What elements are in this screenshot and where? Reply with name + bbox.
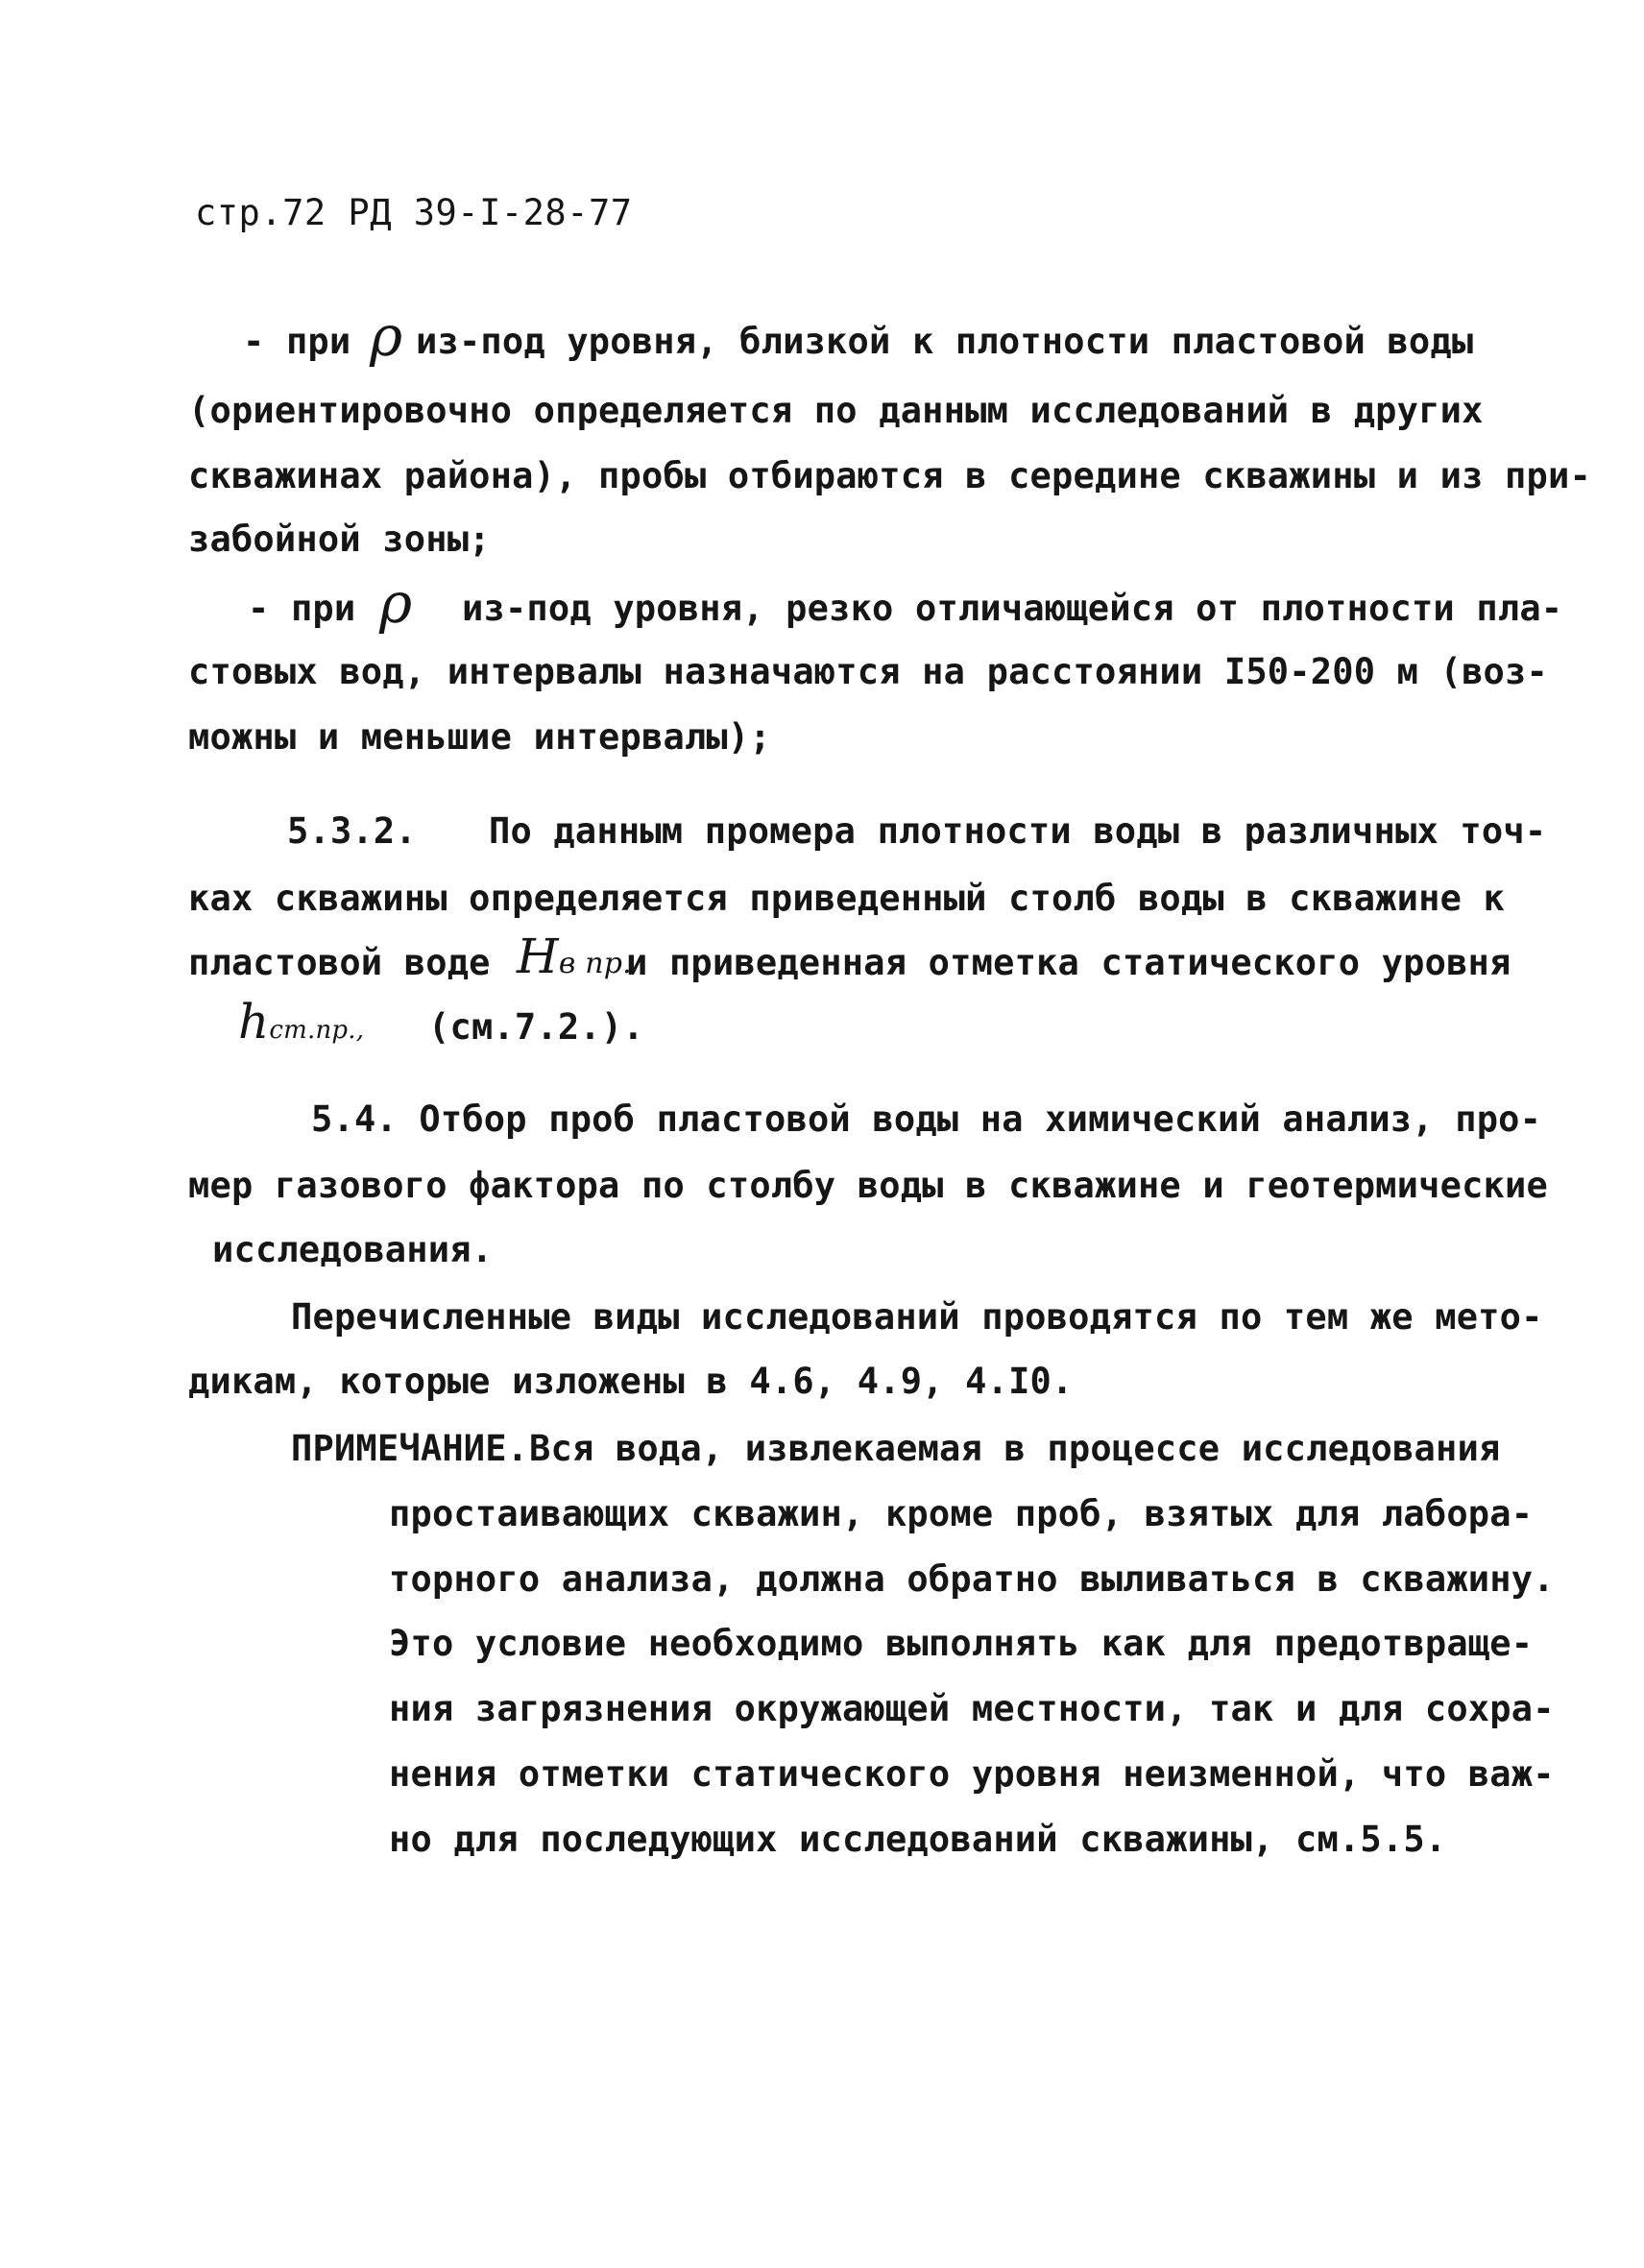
text-line: 5.4. Отбор проб пластовой воды на химический анализ, про- [311,1098,1542,1140]
text-line: но для последующих исследований скважины, см.5.5. [389,1819,1447,1860]
text-line: дикам, которые изложены в 4.6, 4.9, 4.I0. [188,1361,1074,1402]
text-line: можны и меньшие интервалы); [188,716,771,758]
note-label: ПРИМЕЧАНИЕ. [291,1428,529,1469]
text-line [243,321,351,363]
text-line: ках скважины определяется приведенный столб воды в скважине к [188,878,1506,919]
section-number: 5.3.2. [287,810,417,852]
text-line: простаивающих скважин, кроме проб, взятых для лабора- [389,1493,1534,1534]
text-line: По данным промера плотности воды в различных точ- [489,810,1547,852]
text-line: пластовой воде [188,942,491,983]
hv-symbol: Hв пр. [517,929,632,984]
text-line: Вся вода, извлекаемая в процессе исследования [529,1428,1501,1469]
text-line: (см.7.2.). [428,1006,644,1048]
text-line: забойной зоны; [188,519,491,560]
text-line: мер газового фактора по столбу воды в скважине и геотермические [188,1165,1548,1206]
text-line [248,588,355,630]
text-line: скважинах района), пробы отбираются в середине скважины и из при- [188,455,1591,496]
list-dash: - при [248,588,356,629]
rho-symbol: ρ [379,570,413,636]
text-line: и приведенная отметка статического уровня [626,942,1511,983]
text-line: стовых вод, интервалы назначаются на расстоянии I50-200 м (воз- [188,651,1548,692]
text-line: торного анализа, должна обратно выливаться в скважину. [389,1558,1555,1600]
text-line: ния загрязнения окружающей местности, так и для сохра- [389,1688,1555,1729]
text-line: из-под уровня, близкой к плотности пластовой воды [416,321,1474,362]
page-header: стр.72 РД 39-I-28-77 [195,192,633,233]
text-line: (ориентировочно определяется по данным исследований в других [188,390,1484,431]
h-symbol: hст.пр., [238,994,365,1050]
text-line: исследования. [212,1229,494,1270]
list-dash: - при [243,321,351,362]
text-line: нения отметки статического уровня неизменной, что важ- [389,1753,1555,1795]
text-line: Перечисленные виды исследований проводятся по тем же мето- [291,1296,1543,1338]
rho-symbol: ρ [370,303,403,369]
text-line: Это условие необходимо выполнять как для предотвраще- [389,1623,1534,1664]
text-line: из-под уровня, резко отличающейся от плотности пла- [462,588,1563,629]
